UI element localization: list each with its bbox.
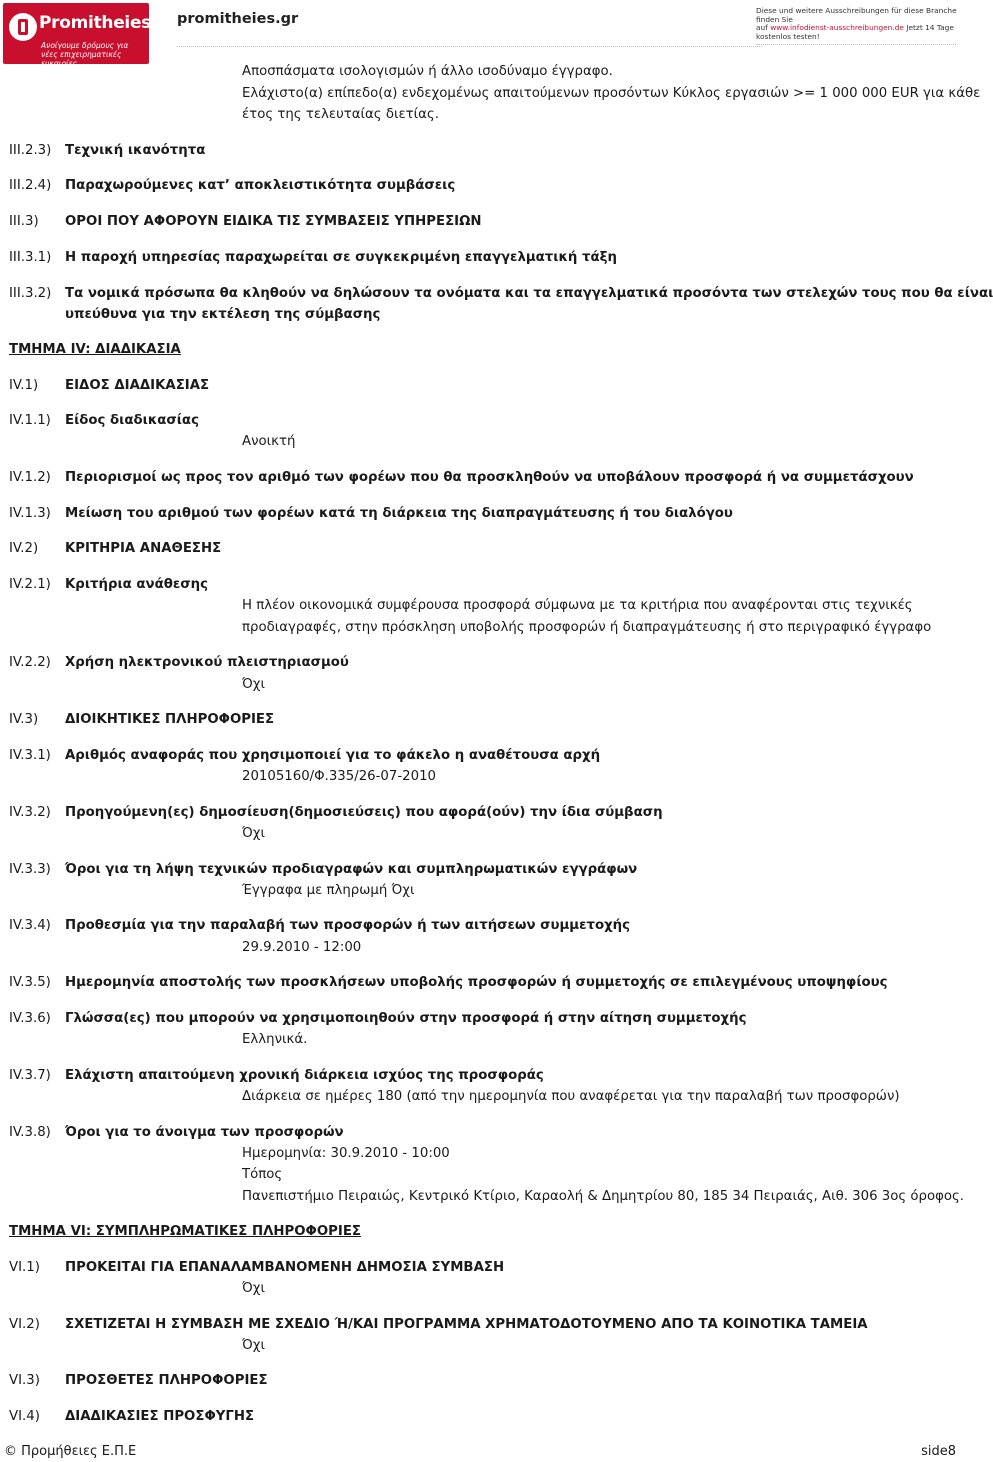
section-value: Όχι	[242, 1338, 265, 1353]
section-value: Η πλέον οικονομικά συμφέρουσα προσφορά σύμφωνα με τα κριτήρια που αναφέρονται στις τεχνικές	[242, 598, 913, 613]
section-number: VI.3)	[9, 1373, 40, 1388]
section-value: Όχι	[242, 1281, 265, 1296]
section-title: Ελάχιστη απαιτούμενη χρονική διάρκεια ισχύος της προσφοράς	[65, 1068, 544, 1083]
section-title: ΕΙΔΟΣ ΔΙΑΔΙΚΑΣΙΑΣ	[65, 378, 210, 393]
ad-link[interactable]: www.infodienst-ausschreibungen.de	[770, 23, 904, 33]
ad-prefix: auf	[756, 23, 768, 33]
ad-block	[756, 7, 960, 45]
section-number: IV.3.6)	[9, 1011, 51, 1026]
section-title: Προηγούμενη(ες) δημοσίευση(δημοσιεύσεις) που αφορά(ούν) την ίδια σύμβαση	[65, 805, 663, 820]
section-title: Παραχωρούμενες κατ’ αποκλειστικότητα συμβάσεις	[65, 178, 456, 193]
section-heading-vi: ΤΜΗΜΑ VI: ΣΥΜΠΛΗΡΩΜΑΤΙΚΕΣ ΠΛΗΡΟΦΟΡΙΕΣ	[9, 1224, 362, 1239]
section-title: ΔΙΟΙΚΗΤΙΚΕΣ ΠΛΗΡΟΦΟΡΙΕΣ	[65, 712, 275, 727]
section-number: IV.3.8)	[9, 1125, 51, 1140]
section-title: ΟΡΟΙ ΠΟΥ ΑΦΟΡΟΥΝ ΕΙΔΙΚΑ ΤΙΣ ΣΥΜΒΑΣΕΙΣ ΥΠΗΡΕΣΙΩΝ	[65, 214, 482, 229]
logo-emblem-icon	[9, 13, 37, 41]
section-value: Τόπος	[242, 1167, 283, 1182]
ad-line: kostenlos testen!	[756, 31, 820, 41]
section-number: IV.1.3)	[9, 506, 51, 521]
site-name: promitheies.gr	[177, 11, 299, 27]
section-value: Ανοικτή	[242, 434, 296, 449]
section-value: Όχι	[242, 677, 265, 692]
section-number: VI.4)	[9, 1409, 40, 1424]
section-value: Διάρκεια σε ημέρες 180 (από την ημερομηνία που αναφέρεται για την παραλαβή των προσφορών)	[242, 1089, 900, 1104]
section-number: III.3.2)	[9, 286, 52, 301]
section-title: Περιορισμοί ως προς τον αριθμό των φορέων που θα προσκληθούν να υποβάλουν προσφορά ή να συμμετάσχουν	[65, 470, 914, 485]
section-value: Πανεπιστήμιο Πειραιώς, Κεντρικό Κτίριο, Καραολή & Δημητρίου 80, 185 34 Πειραιάς, Αιθ. 306 3ος όροφος.	[242, 1189, 965, 1204]
section-number: VI.1)	[9, 1260, 40, 1275]
section-number: IV.3.2)	[9, 805, 51, 820]
ad-suffix: Jetzt 14 Tage	[906, 23, 954, 33]
intro-line: Ελάχιστο(α) επίπεδο(α) ενδεχομένως απαιτούμενων προσόντων Κύκλος εργασιών >= 1 000 000 EUR για κάθε	[242, 86, 981, 101]
section-title: Τεχνική ικανότητα	[65, 143, 206, 158]
section-number: IV.2)	[9, 541, 39, 556]
section-number: IV.1.1)	[9, 413, 51, 428]
intro-line: Αποσπάσματα ισολογισμών ή άλλο ισοδύναμο έγγραφο.	[242, 64, 613, 79]
section-value: 20105160/Φ.335/26-07-2010	[242, 769, 436, 784]
section-title: ΚΡΙΤΗΡΙΑ ΑΝΑΘΕΣΗΣ	[65, 541, 222, 556]
logo-tagline: Ανοίγουμε δρόμους για νέες επιχειρηματικές ευκαιρίες	[41, 41, 129, 68]
section-number: IV.3.7)	[9, 1068, 51, 1083]
footer-copyright: © Προμήθειες Ε.Π.Ε	[4, 1444, 137, 1459]
header-divider	[177, 46, 762, 47]
section-title: ΠΡΟΣΘΕΤΕΣ ΠΛΗΡΟΦΟΡΙΕΣ	[65, 1373, 268, 1388]
section-title: Όροι για τη λήψη τεχνικών προδιαγραφών και συμπληρωματικών εγγράφων	[65, 862, 638, 877]
section-number: IV.1)	[9, 378, 39, 393]
footer-page-number: side8	[921, 1444, 956, 1459]
section-title: υπεύθυνα για την εκτέλεση της σύμβασης	[65, 307, 381, 322]
section-title: Μείωση του αριθμού των φορέων κατά τη διάρκεια της διαπραγμάτευσης ή του διαλόγου	[65, 506, 733, 521]
section-number: IV.3.3)	[9, 862, 51, 877]
section-number: III.3.1)	[9, 250, 52, 265]
section-title: Γλώσσα(ες) που μπορούν να χρησιμοποιηθούν στην προσφορά ή στην αίτηση συμμετοχής	[65, 1011, 747, 1026]
section-value: Έγγραφα με πληρωμή Όχι	[242, 883, 415, 898]
section-title: ΠΡΟΚΕΙΤΑΙ ΓΙΑ ΕΠΑΝΑΛΑΜΒΑΝΟΜΕΝΗ ΔΗΜΟΣΙΑ ΣΥΜΒΑΣΗ	[65, 1260, 505, 1275]
section-number: IV.1.2)	[9, 470, 51, 485]
section-number: IV.3.5)	[9, 975, 51, 990]
intro-line: έτος της τελευταίας διετίας.	[242, 107, 439, 122]
section-number: IV.3.4)	[9, 918, 51, 933]
section-title: Ημερομηνία αποστολής των προσκλήσεων υποβολής προσφορών ή συμμετοχής σε επιλεγμένους υποψηφίους	[65, 975, 888, 990]
section-number: IV.3.1)	[9, 748, 51, 763]
section-title: Προθεσμία για την παραλαβή των προσφορών ή των αιτήσεων συμμετοχής	[65, 918, 631, 933]
section-number: VI.2)	[9, 1317, 40, 1332]
section-value: 29.9.2010 - 12:00	[242, 940, 362, 955]
section-value: Ημερομηνία: 30.9.2010 - 10:00	[242, 1146, 450, 1161]
section-number: III.2.4)	[9, 178, 52, 193]
section-title: ΣΧΕΤΙΖΕΤΑΙ Η ΣΥΜΒΑΣΗ ΜΕ ΣΧΕΔΙΟ Ή/ΚΑΙ ΠΡΟΓΡΑΜΜΑ ΧΡΗΜΑΤΟΔΟΤΟΥΜΕΝΟ ΑΠΟ ΤΑ ΚΟΙΝΟΤΙΚΑ ΤΑΜΕΙΑ	[65, 1317, 868, 1332]
section-title: Όροι για το άνοιγμα των προσφορών	[65, 1125, 344, 1140]
section-value: Ελληνικά.	[242, 1032, 308, 1047]
section-title: Είδος διαδικασίας	[65, 413, 199, 428]
section-title: Κριτήρια ανάθεσης	[65, 577, 208, 592]
section-value: προδιαγραφές, στην πρόσκληση υποβολής προσφορών ή διαπραγμάτευσης ή στο περιγραφικό έγγραφο	[242, 620, 932, 635]
section-number: IV.2.2)	[9, 655, 51, 670]
section-title: Αριθμός αναφοράς που χρησιμοποιεί για το φάκελο η αναθέτουσα αρχή	[65, 748, 601, 763]
section-title: Η παροχή υπηρεσίας παραχωρείται σε συγκεκριμένη επαγγελματική τάξη	[65, 250, 617, 265]
section-number: III.3)	[9, 214, 39, 229]
promitheies-logo[interactable]	[3, 3, 178, 68]
section-title: Τα νομικά πρόσωπα θα κληθούν να δηλώσουν τα ονόματα και τα επαγγελματικά προσόντα των στελεχών τους που θα είναι	[65, 286, 993, 301]
page-header	[0, 0, 960, 66]
logo-name: Promitheies.gr	[39, 13, 178, 33]
section-number: IV.3)	[9, 712, 39, 727]
section-heading-iv: ΤΜΗΜΑ IV: ΔΙΑΔΙΚΑΣΙΑ	[9, 342, 181, 357]
section-number: IV.2.1)	[9, 577, 51, 592]
ad-line: Diese und weitere Ausschreibungen für diese Branche finden Sie	[756, 6, 957, 24]
section-title: ΔΙΑΔΙΚΑΣΙΕΣ ΠΡΟΣΦΥΓΗΣ	[65, 1409, 255, 1424]
ad-divider	[756, 44, 956, 45]
section-number: III.2.3)	[9, 143, 52, 158]
section-title: Χρήση ηλεκτρονικού πλειστηριασμού	[65, 655, 349, 670]
section-value: Όχι	[242, 826, 265, 841]
